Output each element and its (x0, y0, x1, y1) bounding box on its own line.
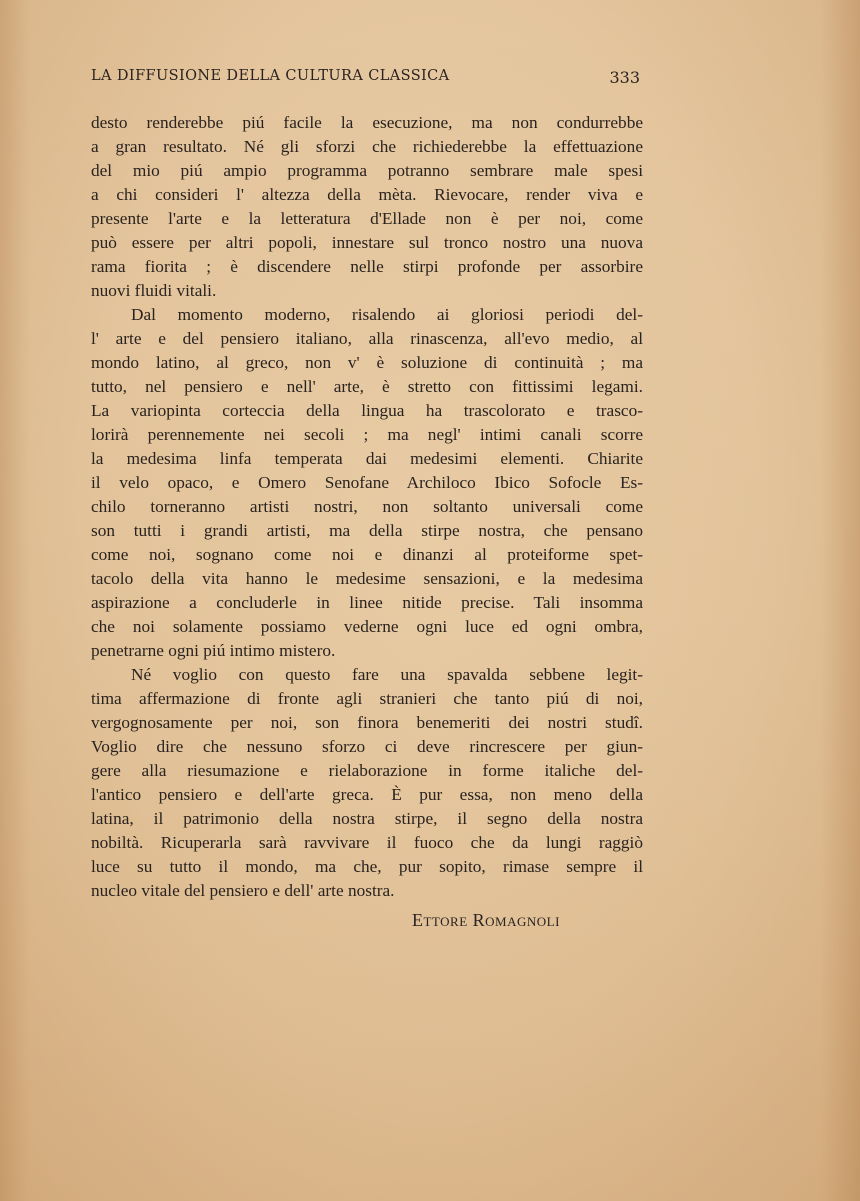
text-line: presente l'arte e la letteratura d'Ellade non è per noi, come (91, 209, 643, 228)
text-line: a chi consideri l' altezza della mèta. Rievocare, render viva e (91, 185, 643, 204)
text-line: l' arte e del pensiero italiano, alla rinascenza, all'evo medio, al (91, 329, 643, 348)
text-line: l'antico pensiero e dell'arte greca. È pur essa, non meno della (91, 785, 643, 804)
paragraph-end-line: nuovi fluidi vitali. (91, 281, 217, 300)
paragraph-start-line: Né voglio con questo fare una spavalda sebbene legit- (131, 665, 643, 684)
text-line: tutto, nel pensiero e nell' arte, è stretto con fittissimi legami. (91, 377, 643, 396)
text-line: latina, il patrimonio della nostra stirpe, il segno della nostra (91, 809, 643, 828)
page-shadow-right (820, 0, 860, 1201)
text-line: nobiltà. Ricuperarla sarà ravvivare il fuoco che da lungi raggiò (91, 833, 643, 852)
text-line: può essere per altri popoli, innestare sul tronco nostro una nuova (91, 233, 643, 252)
text-line: desto renderebbe piú facile la esecuzione, ma non condurrebbe (91, 113, 643, 132)
text-line: Voglio dire che nessuno sforzo ci deve rincrescere per giun- (91, 737, 643, 756)
text-line: mondo latino, al greco, non v' è soluzione di continuità ; ma (91, 353, 643, 372)
paragraph-start-line: Dal momento moderno, risalendo ai gloriosi periodi del- (131, 305, 643, 324)
text-line: luce su tutto il mondo, ma che, pur sopito, rimase sempre il (91, 857, 643, 876)
text-line: tacolo della vita hanno le medesime sensazioni, e la medesima (91, 569, 643, 588)
paragraph-end-line: penetrarne ogni piú intimo mistero. (91, 641, 336, 660)
text-line: aspirazione a concluderle in linee nitide precise. Tali insomma (91, 593, 643, 612)
text-line: chilo torneranno artisti nostri, non soltanto universali come (91, 497, 643, 516)
text-line: La variopinta corteccia della lingua ha trascolorato e trasco- (91, 401, 643, 420)
paragraph-end-line: nucleo vitale del pensiero e dell' arte nostra. (91, 881, 395, 900)
page-number: 333 (609, 68, 640, 87)
text-line: gere alla riesumazione e rielaborazione in forme italiche del- (91, 761, 643, 780)
text-line: che noi solamente possiamo vederne ogni luce ed ogni ombra, (91, 617, 643, 636)
text-line: come noi, sognano come noi e dinanzi al proteiforme spet- (91, 545, 643, 564)
running-head (91, 68, 640, 94)
text-line: vergognosamente per noi, son finora benemeriti dei nostri studî. (91, 713, 643, 732)
text-line: la medesima linfa temperata dai medesimi elementi. Chiarite (91, 449, 643, 468)
text-line: a gran resultato. Né gli sforzi che richiederebbe la effettuazione (91, 137, 643, 156)
text-line: son tutti i grandi artisti, ma della stirpe nostra, che pensano (91, 521, 643, 540)
text-line: rama fiorita ; è discendere nelle stirpi profonde per assorbire (91, 257, 643, 276)
text-line: tima affermazione di fronte agli stranieri che tanto piú di noi, (91, 689, 643, 708)
running-title: LA DIFFUSIONE DELLA CULTURA CLASSICA (91, 68, 450, 84)
text-line: del mio piú ampio programma potranno sembrare male spesi (91, 161, 643, 180)
body-text (91, 111, 643, 903)
text-line: il velo opaco, e Omero Senofane Archiloco Ibico Sofocle Es- (91, 473, 643, 492)
text-line: lorirà perennemente nei secoli ; ma negl' intimi canali scorre (91, 425, 643, 444)
author-signature: Ettore Romagnoli (412, 910, 560, 930)
page-shadow-left (0, 0, 30, 1201)
